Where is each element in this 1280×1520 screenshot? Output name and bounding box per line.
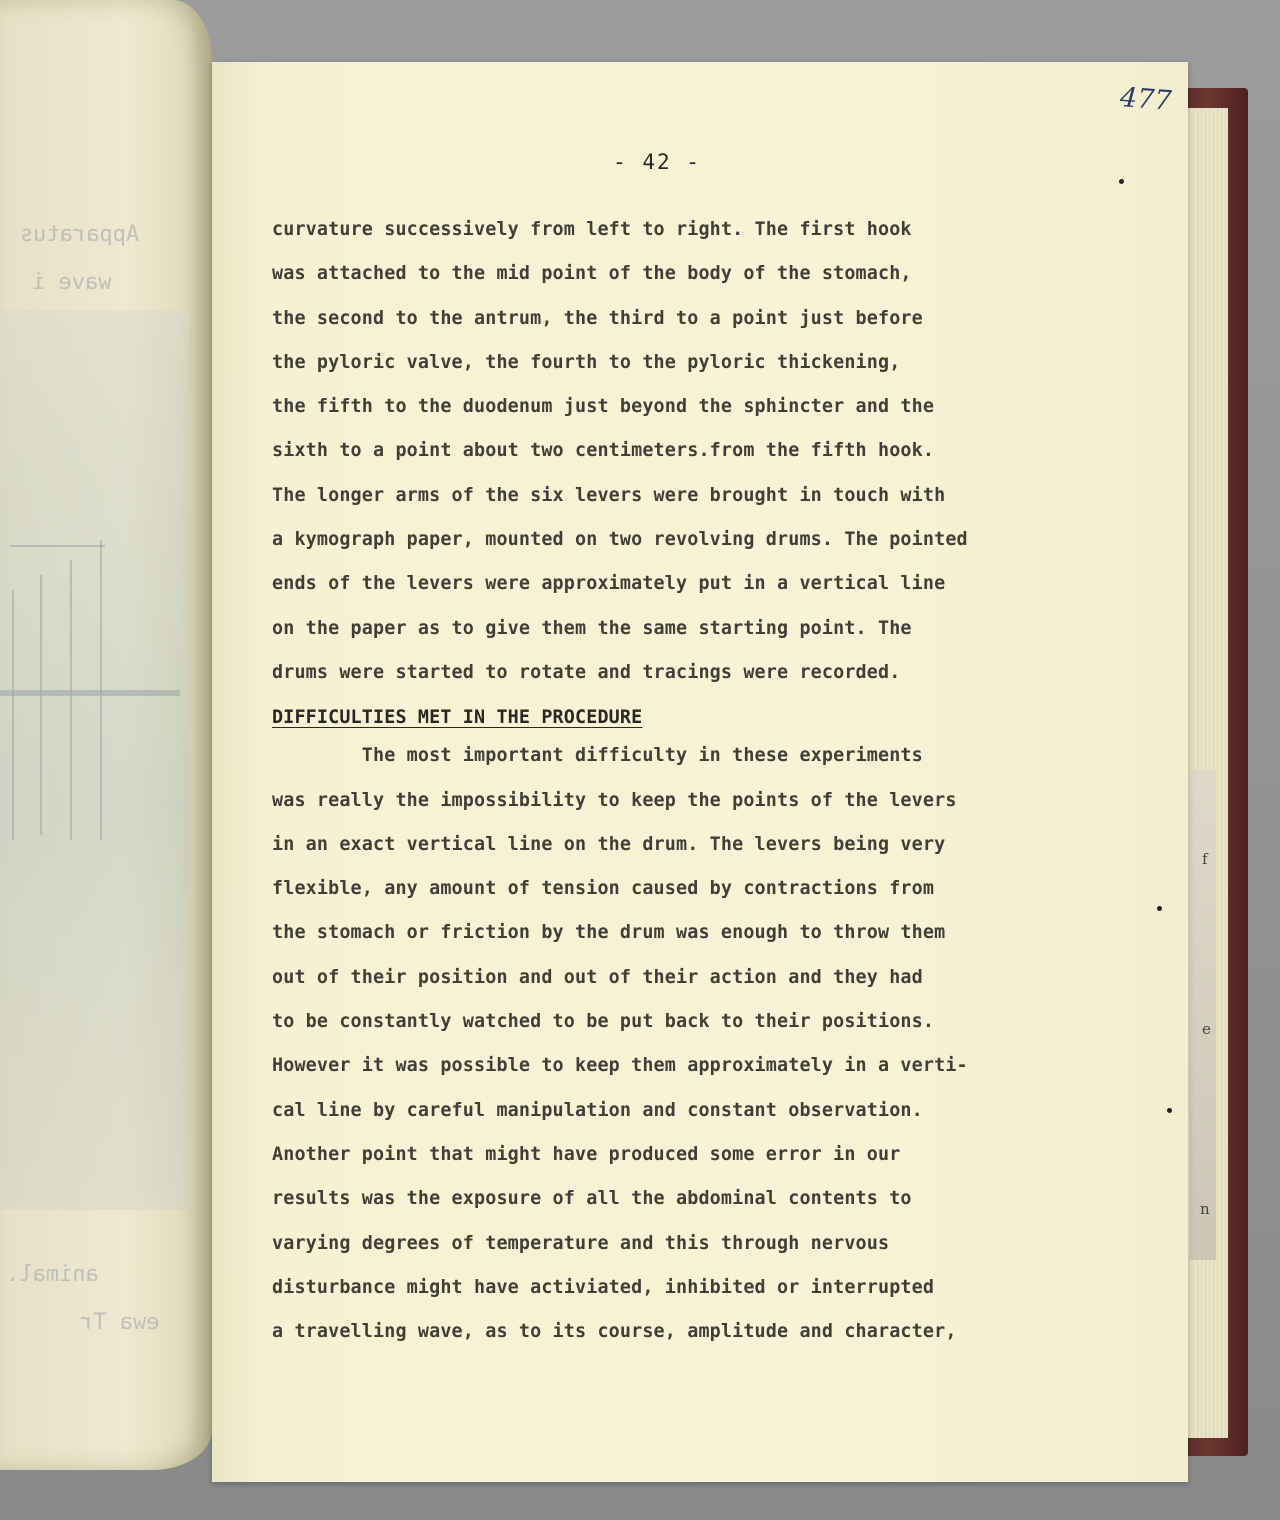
text-line: The longer arms of the six levers were brought in touch with — [272, 484, 946, 506]
text-line: was attached to the mid point of the body of the stomach, — [272, 263, 912, 285]
text-line: a travelling wave, as to its course, amplitude and character, — [272, 1321, 957, 1343]
text-line: However it was possible to keep them approximately in a verti- — [272, 1055, 968, 1077]
document-page — [212, 62, 1188, 1482]
section-heading: DIFFICULTIES MET IN THE PROCEDURE — [272, 707, 643, 729]
section-heading-wrap — [272, 703, 1152, 728]
folded-insert — [1190, 770, 1216, 1260]
left-facing-page — [0, 0, 212, 1470]
insert-letter: e — [1202, 1020, 1211, 1038]
paragraph-difficulties — [272, 734, 1152, 1354]
text-line: Another point that might have produced some error in our — [272, 1143, 901, 1165]
show-through-figure — [0, 310, 190, 1210]
text-line: to be constantly watched to be put back to their positions. — [272, 1011, 935, 1033]
text-line: disturbance might have activiated, inhibited or interrupted — [272, 1276, 935, 1298]
text-line: curvature successively from left to right. The first hook — [272, 219, 912, 240]
text-line: cal line by careful manipulation and constant observation. — [272, 1099, 923, 1121]
text-line: a kymograph paper, mounted on two revolving drums. The pointed — [272, 529, 968, 551]
bleed-text: ewa Tr — [80, 1310, 160, 1335]
text-line: drums were started to rotate and tracings were recorded. — [272, 661, 901, 683]
text-line: varying degrees of temperature and this through nervous — [272, 1232, 890, 1254]
insert-letter: f — [1202, 850, 1208, 868]
margin-dot — [1119, 179, 1124, 184]
text-line: The most important difficulty in these experiments — [272, 745, 923, 767]
figure-trace — [0, 690, 180, 696]
figure-trace — [70, 560, 72, 840]
text-line: the second to the antrum, the third to a point just before — [272, 307, 923, 329]
text-line: the pyloric valve, the fourth to the pyloric thickening, — [272, 351, 901, 373]
bleed-text: animal. — [6, 1262, 99, 1287]
text-line: ends of the levers were approximately put in a vertical line — [272, 573, 946, 595]
margin-dot — [1157, 906, 1162, 911]
text-line: sixth to a point about two centimeters.from the fifth hook. — [272, 440, 935, 462]
insert-letter: n — [1200, 1200, 1210, 1218]
text-line: the stomach or friction by the drum was enough to throw them — [272, 922, 946, 944]
text-line: flexible, any amount of tension caused by contractions from — [272, 878, 935, 900]
page-number: - 42 - — [613, 150, 701, 174]
text-line: out of their position and out of their action and they had — [272, 966, 923, 988]
bleed-text: wave i — [32, 270, 112, 295]
text-line: on the paper as to give them the same starting point. The — [272, 617, 912, 639]
figure-trace — [40, 575, 42, 835]
text-line: was really the impossibility to keep the points of the levers — [272, 789, 957, 811]
figure-trace — [12, 590, 14, 840]
figure-trace — [10, 545, 105, 547]
margin-dot — [1167, 1108, 1172, 1113]
text-line: in an exact vertical line on the drum. The levers being very — [272, 833, 946, 855]
paragraph-continuation — [272, 208, 1152, 695]
text-line: results was the exposure of all the abdominal contents to — [272, 1188, 912, 1210]
text-line: the fifth to the duodenum just beyond the sphincter and the — [272, 396, 935, 418]
typewritten-body — [272, 208, 1152, 1354]
bleed-text: Apparatus — [20, 222, 140, 247]
handwritten-folio-number: 477 — [1118, 82, 1173, 117]
